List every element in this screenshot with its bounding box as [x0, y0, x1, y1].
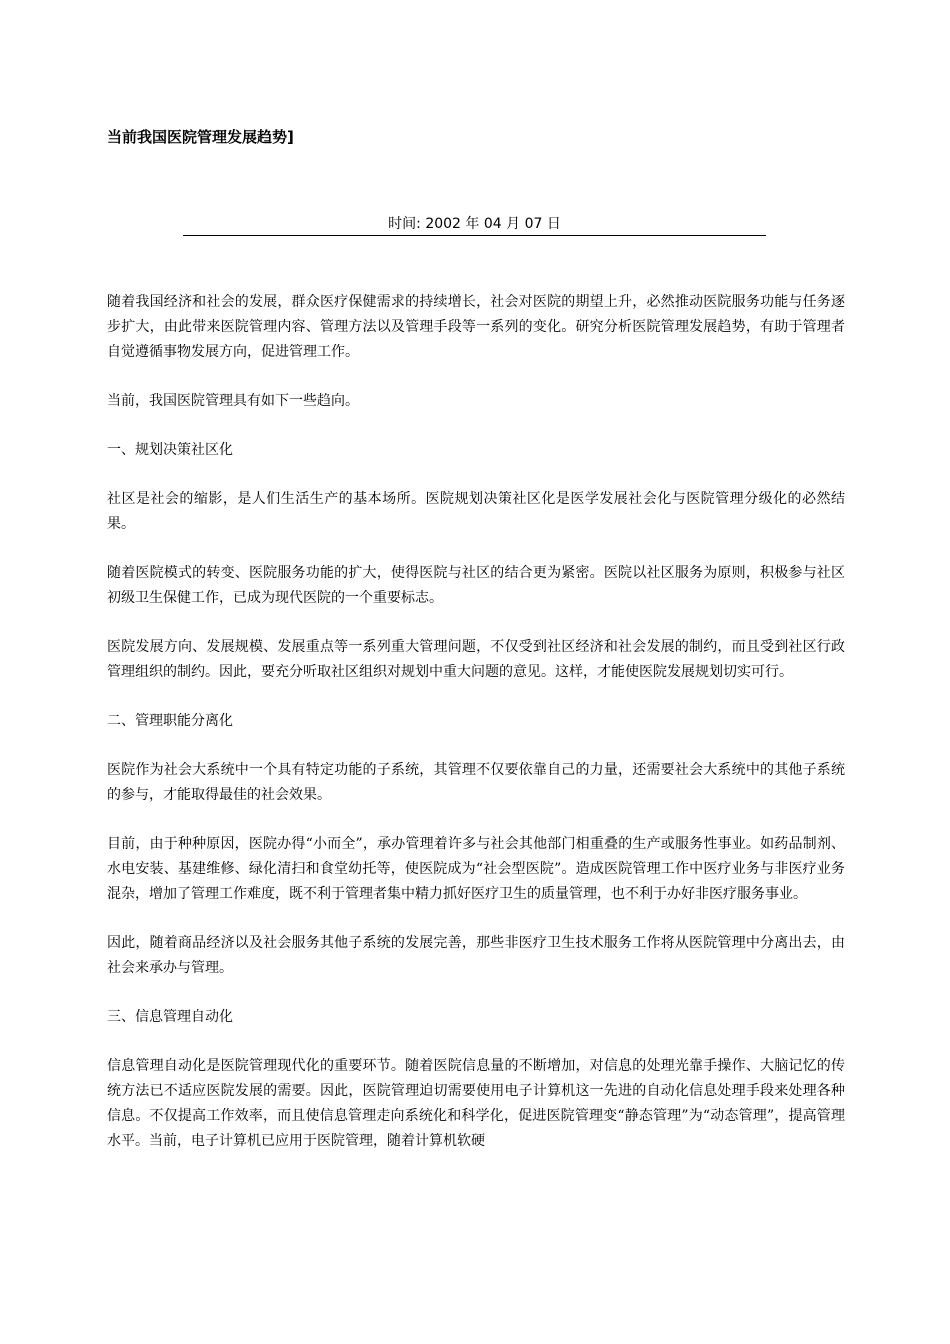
- section2-paragraph-2: 目前，由于种种原因，医院办得“小而全”，承办管理着许多与社会其他部门相重叠的生产或服务性事业。如药品制剂、水电安装、基建维修、绿化清扫和食堂幼托等，使医院成为“社会型医院”。造成医院管理工作中医疗业务与非医疗业务混杂，增加了管理工作难度，既不利于管理者集中精力抓好医疗卫生的质量管理，也不利于办好非医疗服务事业。: [107, 836, 845, 902]
- overview-paragraph: 当前，我国医院管理具有如下一些趋向。: [107, 393, 359, 409]
- date-line: 时间: 2002 年 04 月 07 日: [388, 216, 561, 232]
- section-heading-3: 三、信息管理自动化: [107, 1009, 233, 1025]
- section1-paragraph-2: 随着医院模式的转变、医院服务功能的扩大，使得医院与社区的结合更为紧密。医院以社区服务为原则，积极参与社区初级卫生保健工作，已成为现代医院的一个重要标志。: [107, 565, 845, 606]
- section-heading-2: 二、管理职能分离化: [107, 713, 233, 729]
- section-heading-1: 一、规划决策社区化: [107, 442, 233, 458]
- section2-paragraph-3: 因此，随着商品经济以及社会服务其他子系统的发展完善，那些非医疗卫生技术服务工作将从医院管理中分离出去，由社会来承办与管理。: [107, 935, 845, 976]
- article-body: [107, 290, 845, 1178]
- section1-paragraph-3: 医院发展方向、发展规模、发展重点等一系列重大管理问题，不仅受到社区经济和社会发展的制约，而且受到社区行政管理组织的制约。因此，要充分听取社区组织对规划中重大问题的意见。这样，才能使医院发展规划切实可行。: [107, 639, 845, 680]
- section2-paragraph-1: 医院作为社会大系统中一个具有特定功能的子系统，其管理不仅要依靠自己的力量，还需要社会大系统中的其他子系统的参与，才能取得最佳的社会效果。: [107, 762, 845, 803]
- horizontal-rule: [183, 235, 766, 236]
- section3-paragraph-1: 信息管理自动化是医院管理现代化的重要环节。随着医院信息量的不断增加，对信息的处理光靠手操作、大脑记忆的传统方法已不适应医院发展的需要。因此，医院管理迫切需要使用电子计算机这一先进的自动化信息处理手段来处理各种信息。不仅提高工作效率，而且使信息管理走向系统化和科学化，促进医院管理变“静态管理”为“动态管理”，提高管理水平。当前，电子计算机已应用于医院管理，随着计算机软硬: [107, 1058, 845, 1149]
- intro-paragraph: 随着我国经济和社会的发展，群众医疗保健需求的持续增长，社会对医院的期望上升，必然推动医院服务功能与任务逐步扩大，由此带来医院管理内容、管理方法以及管理手段等一系列的变化。研究分析医院管理发展趋势，有助于管理者自觉遵循事物发展方向，促进管理工作。: [107, 294, 845, 360]
- document-title: 当前我国医院管理发展趋势]: [107, 128, 294, 146]
- section1-paragraph-1: 社区是社会的缩影，是人们生活生产的基本场所。医院规划决策社区化是医学发展社会化与医院管理分级化的必然结果。: [107, 491, 845, 532]
